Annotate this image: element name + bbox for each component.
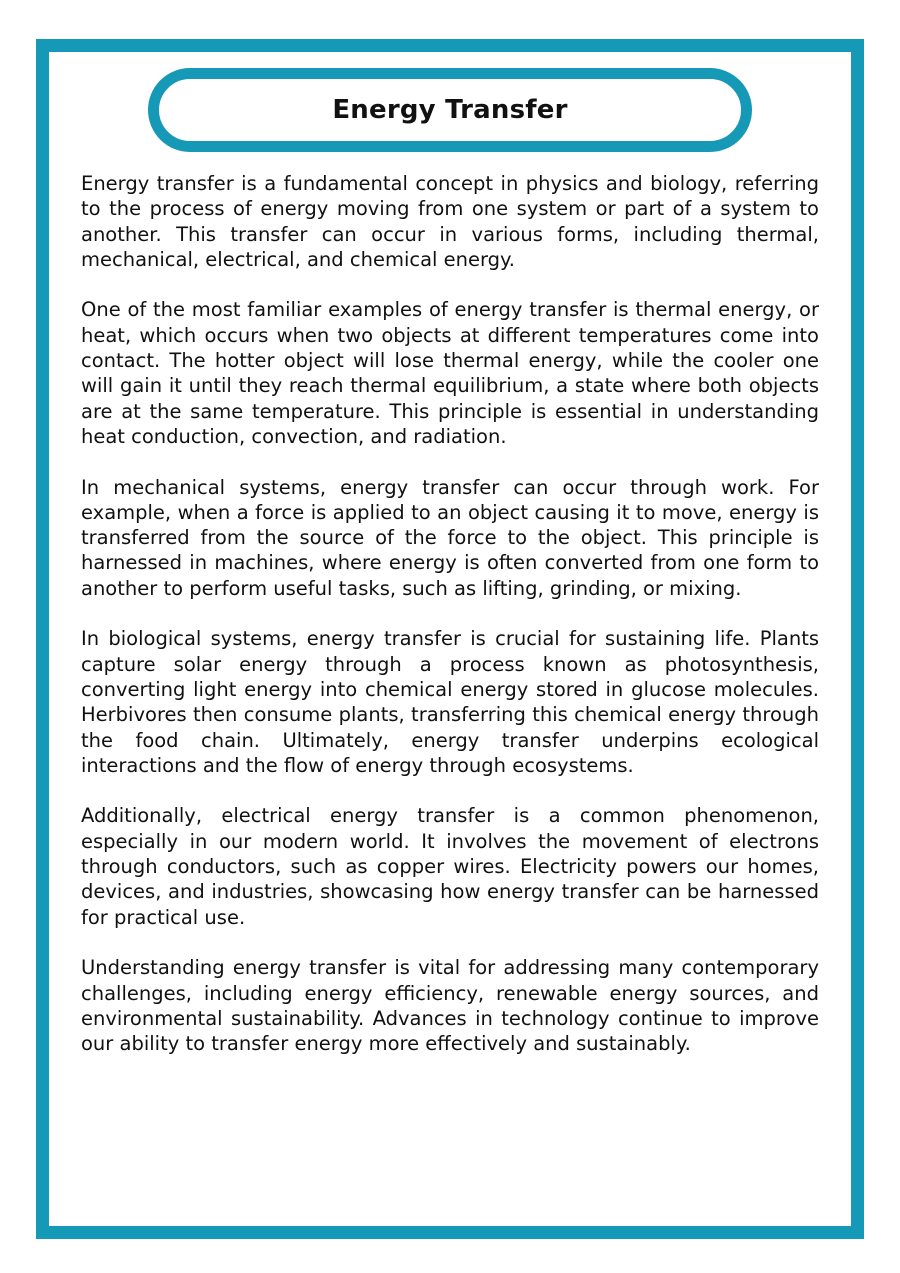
page-title: Energy Transfer xyxy=(332,95,568,125)
paragraph-mechanical: In mechanical systems, energy transfer can occur through work. For example, when a force is applied to an object causing it to move, energy is transferred from the source of the force to the object. This principle is harnessed in machines, where energy is often converted from one form to another to perform useful tasks, such as lifting, grinding, or mixing. xyxy=(81,475,819,600)
title-banner xyxy=(148,68,752,152)
article-body xyxy=(81,171,819,1082)
paragraph-thermal: One of the most familiar examples of energy transfer is thermal energy, or heat, which occurs when two objects at different temperatures come into contact. The hotter object will lose thermal energy, while the cooler one will gain it until they reach thermal equilibrium, a state where both objects are at the same temperature. This principle is essential in understanding heat conduction, convection, and radiation. xyxy=(81,298,819,448)
paragraph-electrical: Additionally, electrical energy transfer is a common phenomenon, especially in our modern world. It involves the movement of electrons through conductors, such as copper wires. Electricity powers our homes, devices, and industries, showcasing how energy transfer can be harnessed for practical use. xyxy=(81,804,819,929)
paragraph-biological: In biological systems, energy transfer is crucial for sustaining life. Plants capture solar energy through a process known as photosynthesis, converting light energy into chemical energy stored in glucose molecules. Herbivores then consume plants, transferring this chemical energy through the food chain. Ultimately, energy transfer underpins ecological interactions and the flow of energy through ecosystems. xyxy=(81,627,819,777)
paragraph-conclusion: Understanding energy transfer is vital for addressing many contemporary challenges, including energy efficiency, renewable energy sources, and environmental sustainability. Advances in technology continue to improve our ability to transfer energy more effectively and sustainably. xyxy=(81,956,819,1056)
paragraph-intro: Energy transfer is a fundamental concept in physics and biology, referring to the process of energy moving from one system or part of a system to another. This transfer can occur in various forms, including thermal, mechanical, electrical, and chemical energy. xyxy=(81,172,819,271)
